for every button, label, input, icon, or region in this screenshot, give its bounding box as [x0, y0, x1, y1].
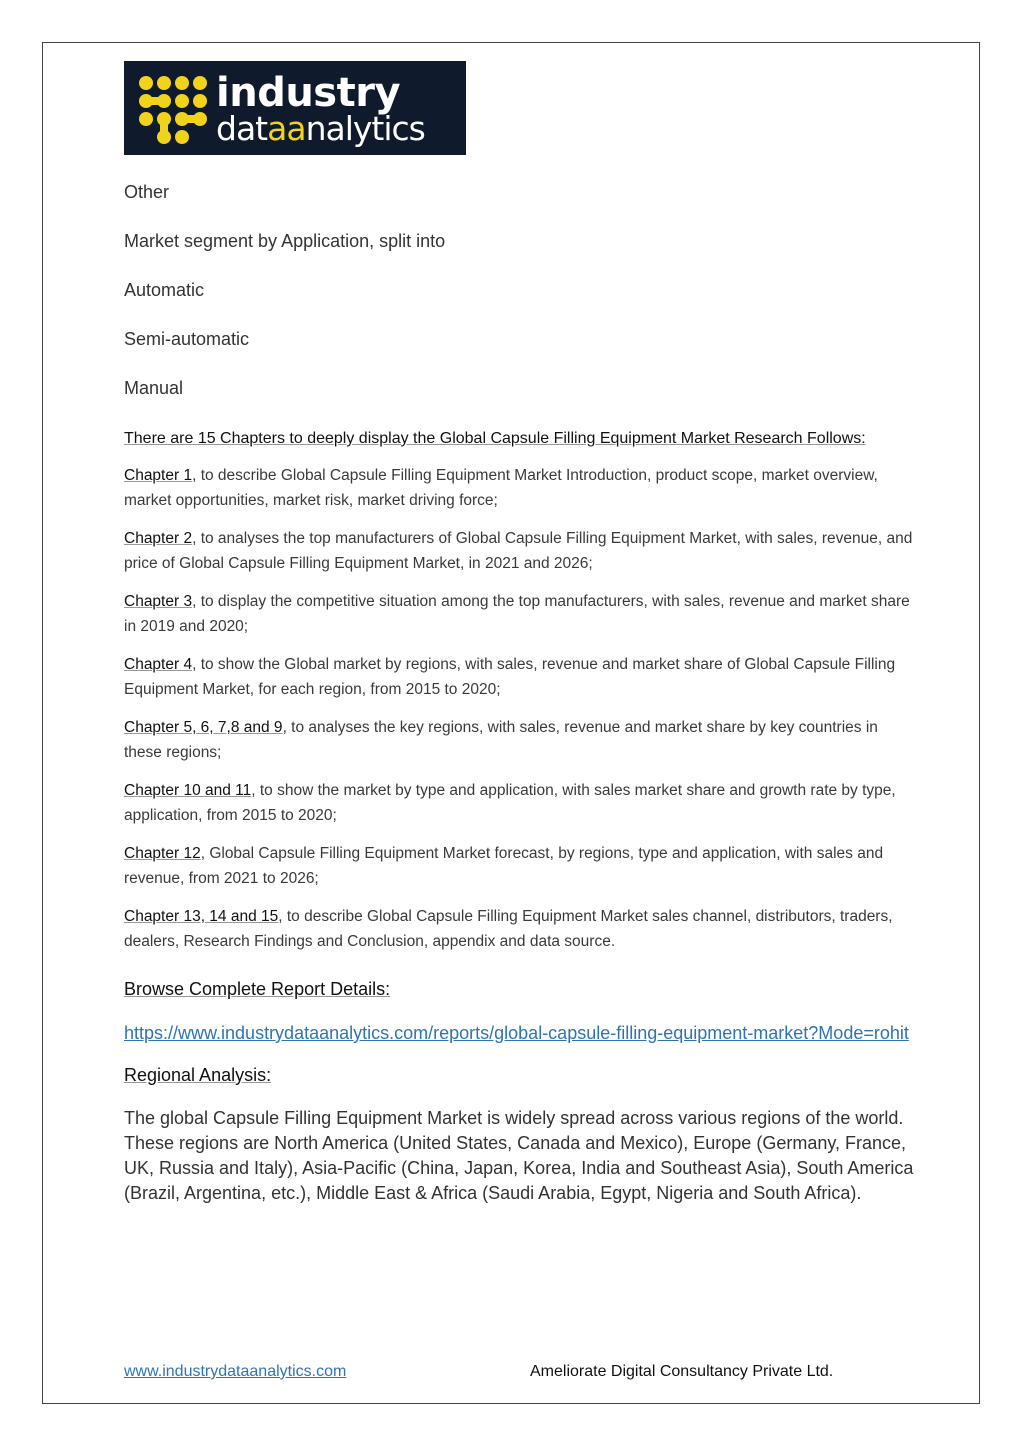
chapters-intro: There are 15 Chapters to deeply display the Global Capsule Filling Equipment Market Research Follows: — [124, 430, 866, 447]
chapter-text: , to show the Global market by regions, with sales, revenue and market share of Global Capsule Filling Equipment Market, for each region, from 2015 to 2020; — [124, 656, 896, 698]
chapter-text: , to analyses the top manufacturers of Global Capsule Filling Equipment Market, with sales, revenue, and price of Global Capsule Filling Equipment Market, in 2021 and 2026; — [124, 530, 913, 572]
chapter-text: , Global Capsule Filling Equipment Market forecast, by regions, type and application, with sales and revenue, from 2021 to 2026; — [124, 845, 884, 887]
chapter-paragraph — [124, 715, 914, 765]
chapter-text: , to describe Global Capsule Filling Equipment Market Introduction, product scope, market overview, market opportunities, market risk, market driving force; — [124, 467, 878, 509]
list-item: Market segment by Application, split into — [124, 231, 446, 251]
browse-heading: Browse Complete Report Details: — [124, 979, 391, 999]
logo-word-dataanalytics: dataanalytics — [216, 109, 425, 148]
regional-paragraph: The global Capsule Filling Equipment Market is widely spread across various regions of the world. These regions are North America (United States, Canada and Mexico), Europe (Germany, France, UK, Russia and Italy), Asia-Pacific (China, Japan, Korea, India and Southeast Asia), South America (Brazil, Argentina, etc.), Middle East & Africa (Saudi Arabia, Egypt, Nigeria and South Africa). — [124, 1108, 914, 1203]
logo-dots-icon — [136, 73, 212, 149]
chapter-label: Chapter 13, 14 and 15 — [124, 908, 279, 925]
chapter-text: , to show the market by type and application, with sales market share and growth rate by type, application, from 2015 to 2020; — [124, 782, 896, 824]
chapter-paragraph — [124, 463, 914, 513]
chapter-paragraph — [124, 841, 914, 891]
company-logo — [124, 61, 466, 155]
chapter-paragraph — [124, 589, 914, 639]
regional-heading: Regional Analysis: — [124, 1065, 272, 1085]
document-body — [124, 176, 914, 1206]
chapter-label: Chapter 12 — [124, 845, 201, 862]
chapter-paragraph — [124, 526, 914, 576]
footer-company-name: Ameliorate Digital Consultancy Private Ltd. — [530, 1363, 834, 1380]
list-item: Manual — [124, 378, 184, 398]
chapter-label: Chapter 5, 6, 7,8 and 9 — [124, 719, 283, 736]
chapter-text: , to analyses the key regions, with sales, revenue and market share by key countries in these regions; — [124, 719, 878, 761]
list-item: Automatic — [124, 280, 205, 300]
chapter-label: Chapter 2 — [124, 530, 193, 547]
chapter-label: Chapter 1 — [124, 467, 193, 484]
chapter-paragraph — [124, 652, 914, 702]
chapter-text: , to describe Global Capsule Filling Equipment Market sales channel, distributors, traders, dealers, Research Findings and Conclusion, appendix and data source. — [124, 908, 893, 950]
chapter-label: Chapter 4 — [124, 656, 193, 673]
footer-website-link[interactable]: www.industrydataanalytics.com — [124, 1363, 347, 1380]
report-link[interactable]: https://www.industrydataanalytics.com/reports/global-capsule-filling-equipment-market?Mode=rohit — [124, 1023, 909, 1043]
chapter-text: , to display the competitive situation among the top manufacturers, with sales, revenue and market share in 2019 and 2020; — [124, 593, 910, 635]
logo-word-industry: industry — [216, 70, 401, 116]
list-item: Other — [124, 182, 170, 202]
chapter-paragraph — [124, 904, 914, 954]
chapter-paragraph — [124, 778, 914, 828]
list-item: Semi-automatic — [124, 329, 250, 349]
chapter-label: Chapter 10 and 11 — [124, 782, 252, 799]
chapter-label: Chapter 3 — [124, 593, 193, 610]
